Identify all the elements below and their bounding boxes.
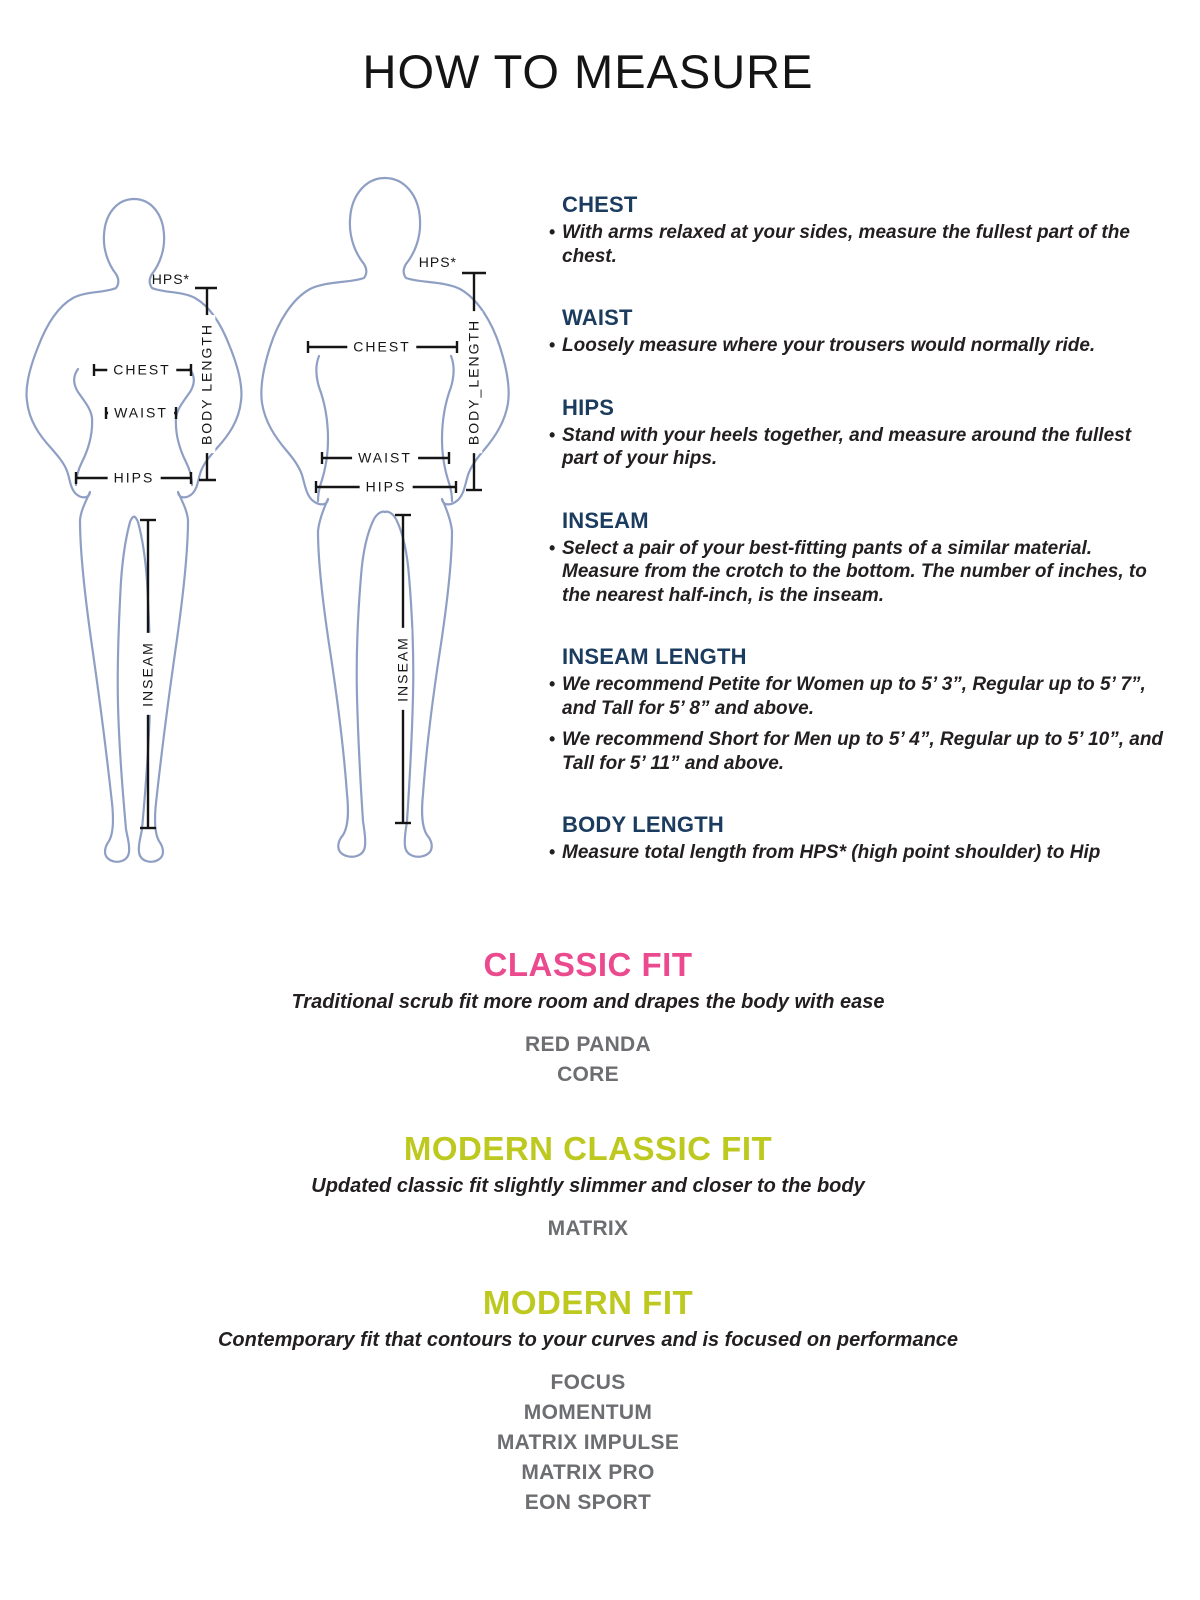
- female-inseam-label: INSEAM: [139, 633, 156, 715]
- section-inseam-length-bullet-women: • We recommend Petite for Women up to 5’ 3”, Regular up to 5’ 7”, and Tall for 5’ 8” and above.: [562, 673, 1168, 720]
- male-body-outline-svg: [255, 170, 515, 885]
- section-hips-bullet: • Stand with your heels together, and measure around the fullest part of your hips.: [562, 424, 1168, 471]
- fit-modern-brand-list: [0, 1368, 1176, 1518]
- female-body-length-label: BODY LENGTH: [198, 315, 215, 453]
- fit-classic-description: Traditional scrub fit more room and drapes the body with ease: [291, 990, 885, 1013]
- male-chest-label: CHEST: [347, 339, 416, 354]
- brand-momentum: MOMENTUM: [523, 1400, 653, 1424]
- fit-modern-classic-description: Updated classic fit slightly slimmer and closer to the body: [311, 1174, 865, 1197]
- measurement-instructions: [548, 192, 1168, 902]
- fit-modern-classic-title: MODERN CLASSIC FIT: [403, 1129, 773, 1167]
- section-inseam-bullet: • Select a pair of your best-fitting pants of a similar material. Measure from the crotch to the bottom. The number of inches, to the nearest half-inch, is the inseam.: [562, 537, 1168, 608]
- section-hips: [548, 395, 1168, 471]
- fit-modern-title: MODERN FIT: [482, 1283, 694, 1321]
- section-body-length-bullet: • Measure total length from HPS* (high point shoulder) to Hip: [562, 841, 1168, 865]
- male-inseam-label: INSEAM: [394, 628, 411, 710]
- section-body-length: [548, 812, 1168, 865]
- brand-eon-sport: EON SPORT: [524, 1490, 652, 1514]
- female-hips-label: HIPS: [108, 470, 161, 485]
- male-measure-lines: [308, 273, 486, 823]
- male-hps-label: HPS*: [418, 253, 457, 270]
- female-figure-diagram: [10, 185, 250, 885]
- fit-guide: [0, 946, 1176, 1518]
- fit-modern-classic-brand-list: [0, 1214, 1176, 1244]
- brand-matrix: MATRIX: [547, 1216, 629, 1240]
- section-inseam-length: [548, 644, 1168, 775]
- fit-classic: [0, 946, 1176, 1090]
- section-chest-heading: CHEST: [562, 192, 638, 217]
- brand-matrix-pro: MATRIX PRO: [521, 1460, 655, 1484]
- male-waist-label: WAIST: [352, 450, 418, 465]
- section-chest: [548, 192, 1168, 268]
- female-body-outline-svg: [10, 185, 250, 885]
- section-inseam-length-heading: INSEAM LENGTH: [562, 644, 747, 670]
- section-hips-heading: HIPS: [562, 394, 615, 420]
- fit-modern-description: Contemporary fit that contours to your curves and is focused on performance: [217, 1328, 959, 1351]
- brand-matrix-impulse: MATRIX IMPULSE: [496, 1430, 680, 1454]
- section-body-length-heading: BODY LENGTH: [562, 812, 724, 838]
- female-waist-label: WAIST: [108, 405, 174, 420]
- section-waist-heading: WAIST: [562, 305, 633, 331]
- fit-modern-classic: [0, 1130, 1176, 1244]
- fit-classic-brand-list: [0, 1030, 1176, 1090]
- male-body-length-label: BODY_LENGTH: [465, 311, 482, 453]
- male-figure-diagram: [255, 170, 515, 885]
- section-inseam-length-bullet-men: • We recommend Short for Men up to 5’ 4”, Regular up to 5’ 10”, and Tall for 5’ 11” and above.: [562, 728, 1168, 775]
- section-inseam: [548, 508, 1168, 608]
- section-inseam-heading: INSEAM: [562, 507, 649, 533]
- section-waist: [548, 305, 1168, 358]
- section-waist-bullet: • Loosely measure where your trousers would normally ride.: [562, 334, 1168, 358]
- brand-red-panda: RED PANDA: [525, 1032, 651, 1056]
- fit-classic-title: CLASSIC FIT: [483, 946, 693, 983]
- female-chest-label: CHEST: [107, 362, 176, 377]
- fit-modern: [0, 1284, 1176, 1518]
- brand-core: CORE: [557, 1062, 619, 1086]
- male-hips-label: HIPS: [360, 479, 413, 494]
- section-chest-bullet: • With arms relaxed at your sides, measure the fullest part of the chest.: [562, 221, 1168, 268]
- female-hps-label: HPS*: [151, 270, 190, 287]
- brand-focus: FOCUS: [550, 1370, 626, 1394]
- page-title: HOW TO MEASURE: [362, 45, 814, 98]
